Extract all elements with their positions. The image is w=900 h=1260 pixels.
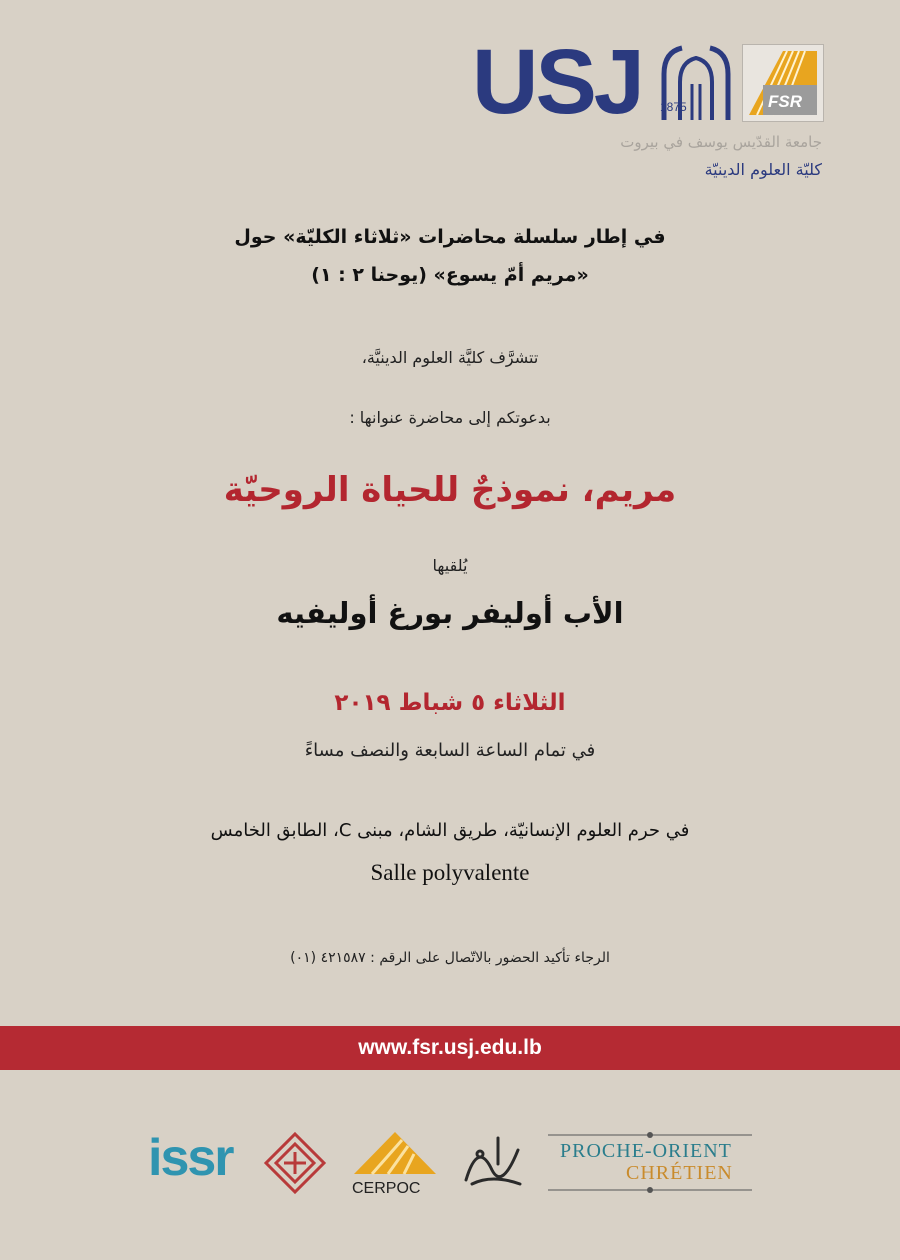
series-line-1: في إطار سلسلة محاضرات «ثلاثاء الكليّة» حول [234,226,666,248]
ornament-bottom-icon [548,1186,752,1194]
proche-orient-label: PROCHE-ORIENT [560,1140,732,1162]
website-link[interactable]: www.fsr.usj.edu.lb [358,1036,542,1059]
ornament-top-icon [548,1131,752,1139]
hall-name: Salle polyvalente [370,860,530,885]
fsr-label: FSR [768,92,802,111]
cerpoc-pyramid-icon [352,1130,438,1178]
rsvp-note: الرجاء تأكيد الحضور بالاتّصال على الرقم : ٤٢١٥٨٧ (٠١) [290,950,610,966]
speaker-name: الأب أوليفر بورغ أوليفيه [276,596,624,630]
event-time: في تمام الساعة السابعة والنصف مساءً [304,740,596,761]
invite-line: بدعوتكم إلى محاضرة عنوانها : [349,408,551,427]
usj-arches-icon [656,44,736,122]
series-line-2: «مريم أمّ يسوع» (يوحنا ٢ : ١) [311,264,589,286]
faculty-name: كليّة العلوم الدينيّة [704,160,822,179]
cerpoc-label: CERPOC [352,1180,421,1197]
university-name: جامعة القدّيس يوسف في بيروت [620,133,822,151]
series-intro [0,218,900,294]
calligraphy-emblem-icon [458,1130,528,1192]
lecture-title: مريم، نموذجٌ للحياة الروحيّة [223,470,677,510]
issr-logo: issr [148,1129,233,1187]
delivered-by-label: يُلقيها [432,556,468,575]
event-venue: في حرم العلوم الإنسانيّة، طريق الشام، مبنى C، الطابق الخامس [210,820,690,841]
usj-founding-year: 1875 [660,100,687,114]
geometric-emblem-icon [262,1130,328,1196]
host-line: تتشرَّف كليَّة العلوم الدينيَّة، [361,348,539,367]
chretien-label: CHRÉTIEN [626,1162,733,1184]
event-date: الثلاثاء ٥ شباط ٢٠١٩ [334,690,566,716]
usj-wordmark: USJ [472,31,642,133]
